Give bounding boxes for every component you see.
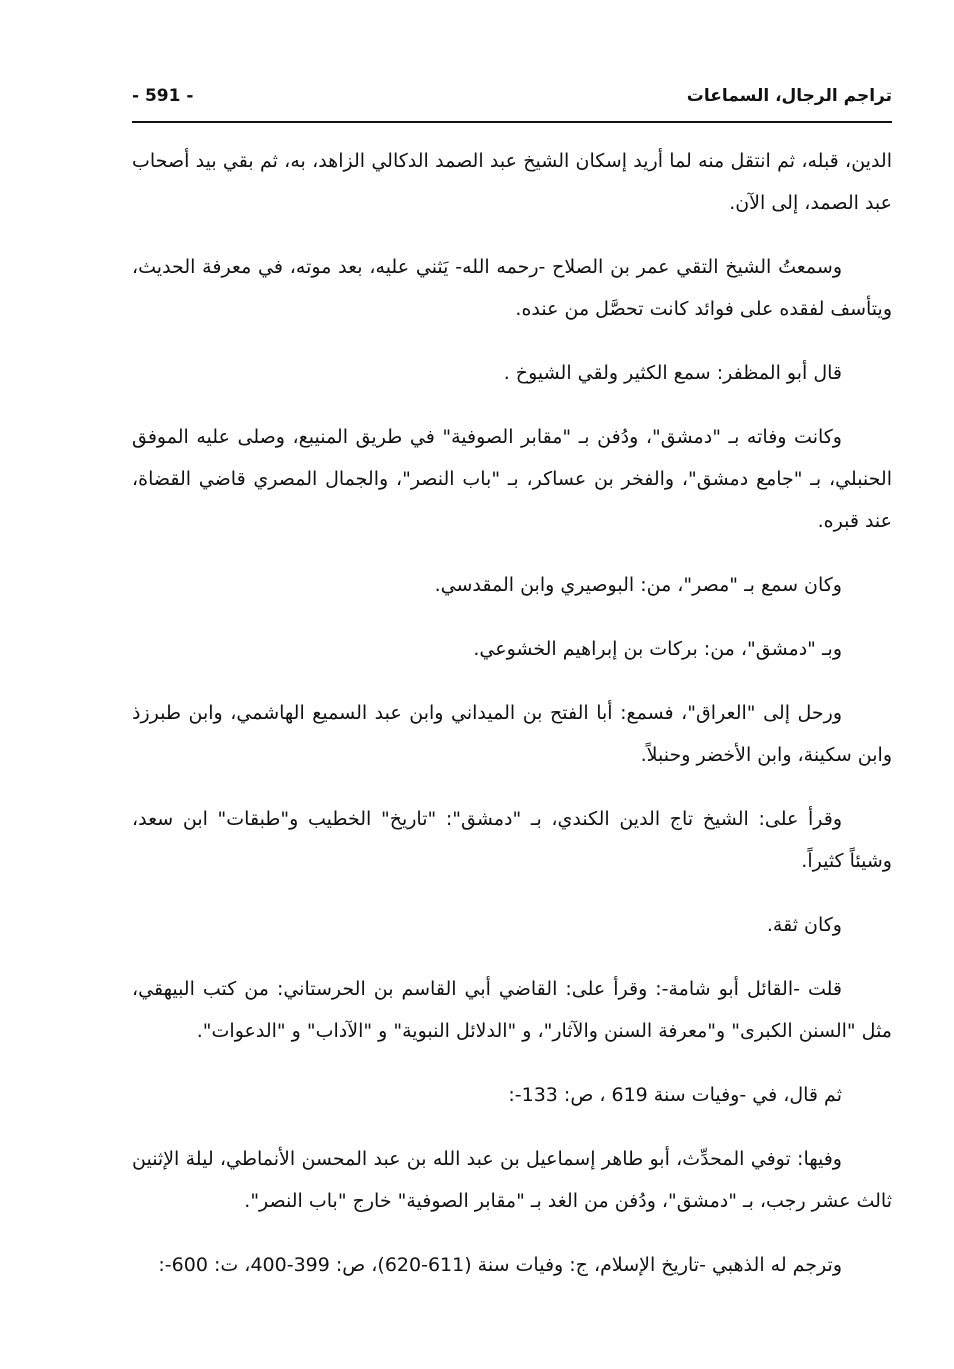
paragraph: الدين، قبله، ثم انتقل منه لما أريد إسكان الشيخ عبد الصمد الدكالي الزاهد، به، ثم بقي بيد أصحاب عبد الصمد، إلى الآن. xyxy=(132,150,892,214)
paragraph: وكان سمع بـ "مصر"، من: البوصيري وابن المقدسي. xyxy=(434,574,842,596)
paragraph: وكان ثقة. xyxy=(766,914,842,936)
paragraph: وفيها: توفي المحدِّث، أبو طاهر إسماعيل بن عبد الله بن عبد المحسن الأنماطي، ليلة الإثنين ثالث عشر رجب، بـ "دمشق"، ودُفن من الغد بـ "مقابر الصوفية" خارج "باب النصر". xyxy=(132,1148,892,1212)
paragraph: وقرأ على: الشيخ تاج الدين الكندي، بـ "دمشق": "تاريخ" الخطيب و"طبقات" ابن سعد، وشيئاً كثيراً. xyxy=(132,808,892,872)
paragraph: ثم قال، في -وفيات سنة 619 ، ص: 133-: xyxy=(508,1084,842,1106)
paragraph: وترجم له الذهبي -تاريخ الإسلام، ج: وفيات سنة (611-620)، ص: 399-400، ت: 600-: xyxy=(158,1254,842,1276)
paragraph: وكانت وفاته بـ "دمشق"، ودُفن بـ "مقابر الصوفية" في طريق المنيبع، وصلى عليه الموفق الحنبلي، بـ "جامع دمشق"، والفخر بن عساكر، بـ "باب النصر"، والجمال المصري قاضي القضاة، عند قبره. xyxy=(132,426,892,532)
body-text xyxy=(132,140,892,1308)
paragraph: قلت -القائل أبو شامة-: وقرأ على: القاضي أبي القاسم بن الحرستاني: من كتب البيهقي، مثل "السنن الكبرى" و"معرفة السنن والآثار"، و "الدلائل النبوية" و "الآداب" و "الدعوات". xyxy=(132,978,892,1042)
header-rule xyxy=(132,121,892,123)
page-header xyxy=(132,86,892,112)
paragraph: وبـ "دمشق"، من: بركات بن إبراهيم الخشوعي. xyxy=(473,638,842,660)
running-title: تراجم الرجال، السماعات xyxy=(686,86,892,106)
paragraph: وسمعتُ الشيخ التقي عمر بن الصلاح -رحمه الله- يَثني عليه، بعد موته، في معرفة الحديث، ويتأسف لفقده على فوائد كانت تحصَّل من عنده. xyxy=(132,256,892,320)
paragraph: قال أبو المظفر: سمع الكثير ولقي الشيوخ . xyxy=(503,362,842,384)
paragraph: ورحل إلى "العراق"، فسمع: أبا الفتح بن الميداني وابن عبد السميع الهاشمي، وابن طبرزذ وابن سكينة، وابن الأخضر وحنبلاً. xyxy=(132,702,892,766)
page-number: - 591 - xyxy=(132,86,194,106)
